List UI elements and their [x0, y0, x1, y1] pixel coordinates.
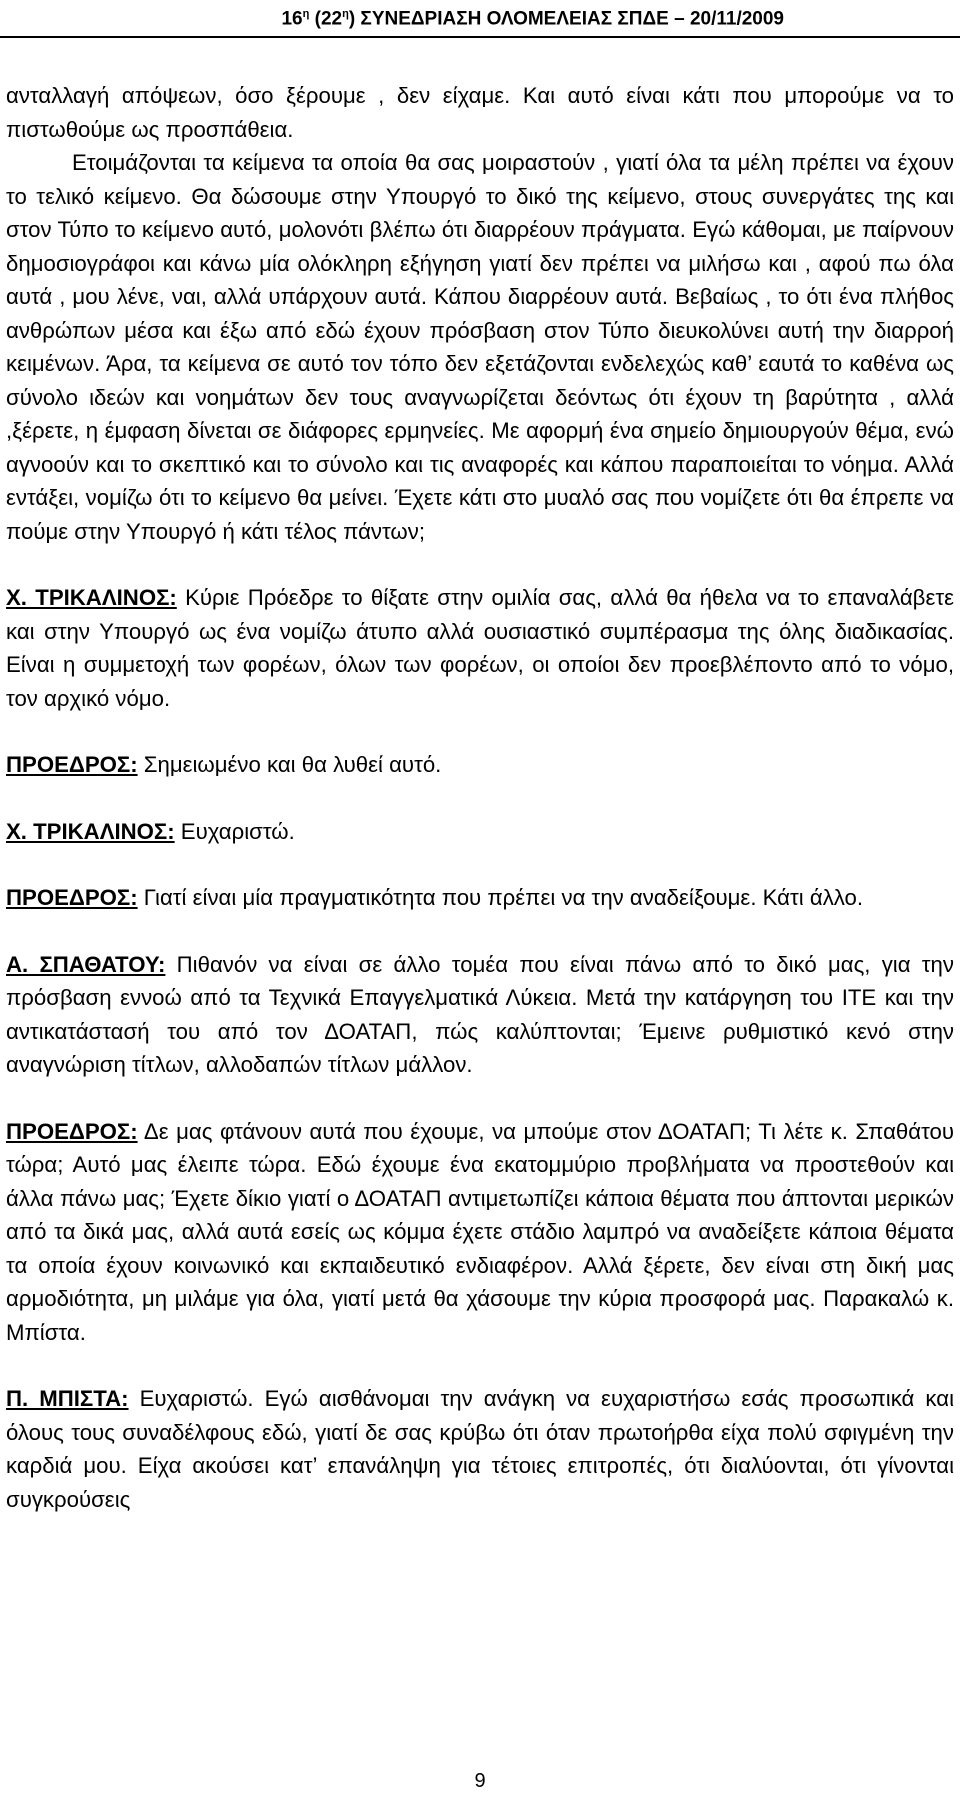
page-number: 9 [474, 1770, 486, 1792]
speech-text: Ευχαριστώ. [174, 818, 295, 844]
speaker-name: ΠΡΟΕΔΡΟΣ: [6, 752, 138, 777]
speech-text: Σημειωμένο και θα λυθεί αυτό. [137, 752, 442, 777]
paragraph-2 [6, 146, 954, 548]
speech-trikalinos-2 [6, 815, 954, 849]
header-session-open: (22 [309, 8, 343, 30]
speaker-name: Χ. ΤΡΙΚΑΛΙΝΟΣ: [6, 818, 175, 844]
header-session-rest: ) ΣΥΝΕΔΡΙΑΣΗ ΟΛΟΜΕΛΕΙΑΣ ΣΠΔΕ – 20/11/2009 [348, 8, 784, 30]
speech-bista [6, 1382, 954, 1516]
speech-president-3 [6, 1115, 954, 1350]
speech-president-1 [6, 748, 954, 782]
speech-text: Κύριε Πρόεδρε το θίξατε στην ομιλία σας, αλλά θα ήθελα να το επαναλάβετε και στην Υπουργό ως ένα νομίζω άτυπο αλλά ουσιαστικό συμπέρασμα της όλης διαδικασίας. Είναι η συμμετοχή των φορέων, όλων των φορέων, οι οποίοι δεν προεβλέποντο από το νόμο, τον αρχικό νόμο. [6, 585, 954, 711]
speech-text: Γιατί είναι μία πραγματικότητα που πρέπει να την αναδείξουμε. Κάτι άλλο. [137, 885, 864, 910]
header-superscript: η [302, 8, 310, 20]
header-superscript: η [342, 8, 349, 20]
header-session-number: 16 [281, 8, 303, 30]
speech-president-2 [6, 881, 954, 915]
speech-text: Πιθανόν να είναι σε άλλο τομέα που είναι πάνω από το δικό μας, για την πρόσβαση εννοώ από τα Τεχνικά Επαγγελματικά Λύκεια. Μετά την κατάργηση του ΙΤΕ και την αντικατάστασή του από τον ΔΟΑΤΑΠ, πώς καλύπτονται; Έμεινε ρυθμιστικό κενό στην αναγνώριση τίτλων, αλλοδαπών τίτλων μάλλον. [6, 951, 954, 1077]
speech-spathatou [6, 948, 954, 1082]
speaker-name: Π. ΜΠΙΣΤΑ: [6, 1386, 129, 1411]
header-title [281, 8, 784, 30]
page-header [0, 2, 960, 38]
paragraph-1: ανταλλαγή απόψεων, όσο ξέρουμε , δεν είχαμε. Και αυτό είναι κάτι που μπορούμε να το πιστωθούμε ως προσπάθεια. [6, 83, 954, 142]
speaker-name: ΠΡΟΕΔΡΟΣ: [6, 1118, 138, 1144]
speech-text: Ευχαριστώ. Εγώ αισθάνομαι την ανάγκη να ευχαριστήσω εσάς προσωπικά και όλους τους συναδέλφους εδώ, γιατί δε σας κρύβω ότι όταν πρωτοήρθα είχα πολύ σφιγμένη την καρδιά μου. Είχα ακούσει κατ’ επανάληψη για τέτοιες επιτροπές, ότι διαλύονται, ότι γίνονται συγκρούσεις [6, 1386, 955, 1512]
speaker-name: Χ. ΤΡΙΚΑΛΙΝΟΣ: [6, 585, 177, 610]
speaker-name: Α. ΣΠΑΘΑΤΟΥ: [6, 951, 166, 977]
paragraph-2-text: Ετοιμάζονται τα κείμενα τα οποία θα σας μοιραστούν , γιατί όλα τα μέλη πρέπει να έχουν το τελικό κείμενο. Θα δώσουμε στην Υπουργό το δικό της κείμενο, στους συνεργάτες της και στον Τύπο το κείμενο αυτό, μολονότι βλέπω ότι διαρρέουν πράγματα. Εγώ κάθομαι, με παίρνουν δημοσιογράφοι και κάνω μία ολόκληρη εξήγηση γιατί δεν πρέπει να μιλήσω και , αφού πω όλα αυτά , μου λένε, ναι, αλλά υπάρχουν αυτά. Κάπου διαρρέουν αυτά. Βεβαίως , το ότι ένα πλήθος ανθρώπων μέσα και έξω από εδώ έχουν πρόσβαση στον Τύπο διευκολύνει αυτή την διαρροή κειμένων. Άρα, τα κείμενα σε αυτό τον τόπο δεν εξετάζονται ενδελεχώς καθ’ εαυτά το καθένα ως σύνολο ιδεών και νοημάτων δεν τους αναγνωρίζεται δεόντως ότι έχουν τη βαρύτητα , αλλά ,ξέρετε, η έμφαση δίνεται σε διάφορες ερμηνείες. Με αφορμή ένα σημείο δημιουργούν θέμα, ενώ αγνοούν και το σκεπτικό και το σύνολο και τις αναφορές και κάπου παραποιείται το νόημα. Αλλά εντάξει, νομίζω ότι το κείμενο θα μείνει. Έχετε κάτι στο μυαλό σας που νομίζετε ότι θα έπρεπε να πούμε στην Υπουργό ή κάτι τέλος πάντων; [6, 150, 954, 544]
speech-text: Δε μας φτάνουν αυτά που έχουμε, να μπούμε στον ΔΟΑΤΑΠ; Τι λέτε κ. Σπαθάτου τώρα; Αυτό μας έλειπε τώρα. Εδώ έχουμε ένα εκατομμύριο προβλήματα να προστεθούν και άλλα πάνω μας; Έχετε δίκιο γιατί ο ΔΟΑΤΑΠ αντιμετωπίζει κάποια θέματα που άπτονται μερικών από τα δικά μας, αλλά αυτά εσείς ως κόμμα έχετε στάδιο λαμπρό να αναδείξετε κάποια θέματα τα οποία έχουν κοινωνικό και εκπαιδευτικό ενδιαφέρον. Αλλά ξέρετε, δεν είναι στη δική μας αρμοδιότητα, μη μιλάμε για όλα, γιατί μετά θα χάσουμε την κύρια προσφορά μας. Παρακαλώ κ. Μπίστα. [6, 1118, 954, 1345]
speech-trikalinos-1 [6, 581, 954, 715]
speaker-name: ΠΡΟΕΔΡΟΣ: [6, 885, 138, 910]
document-body [6, 79, 954, 1516]
